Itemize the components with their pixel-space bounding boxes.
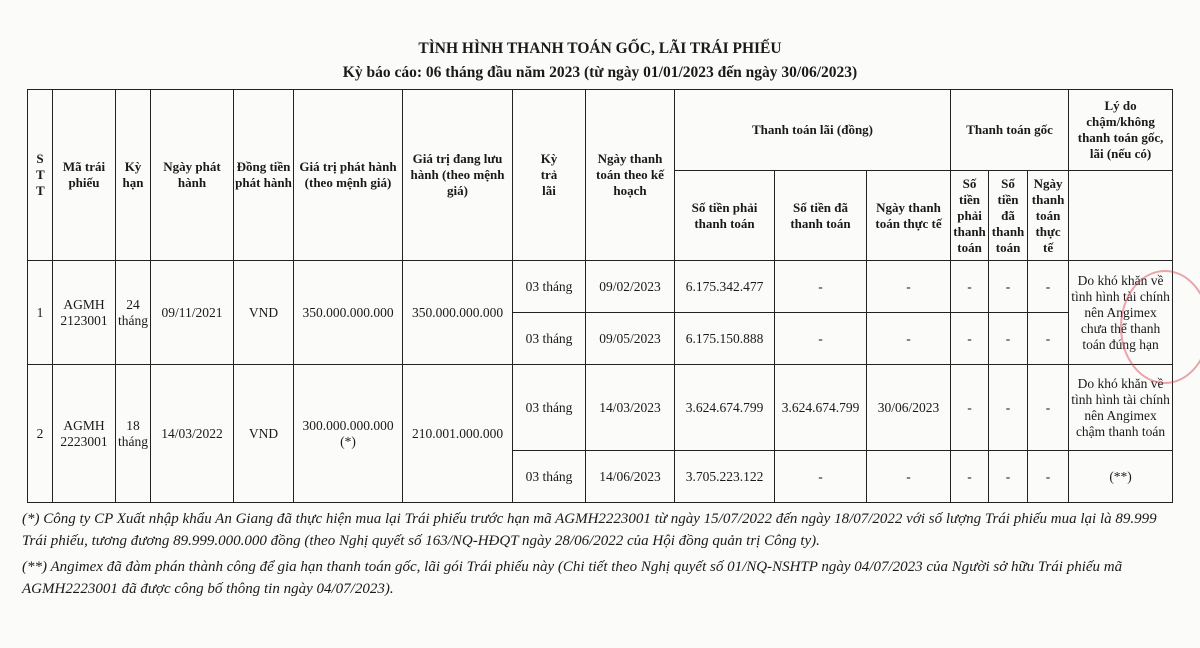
cell-interest-actual-date: - (867, 313, 951, 365)
header-term: Kỳ hạn (116, 90, 151, 261)
table-row (28, 365, 1173, 451)
cell-planned-date: 14/06/2023 (586, 451, 675, 503)
cell-interest-due: 6.175.150.888 (675, 313, 775, 365)
header-principal-paid: Số tiền đã thanh toán (989, 171, 1028, 261)
report-title: TÌNH HÌNH THANH TOÁN GỐC, LÃI TRÁI PHIẾU (418, 40, 782, 57)
cell-principal-due: - (951, 365, 989, 451)
cell-term: 18 tháng (116, 365, 151, 503)
cell-interest-due: 6.175.342.477 (675, 261, 775, 313)
cell-issue-date: 14/03/2022 (151, 365, 234, 503)
cell-principal-paid: - (989, 313, 1028, 365)
cell-interest-paid: 3.624.674.799 (775, 365, 867, 451)
cell-interest-due: 3.705.223.122 (675, 451, 775, 503)
header-interest-payment: Thanh toán lãi (đồng) (675, 90, 951, 171)
cell-outstanding-value: 210.001.000.000 (403, 365, 513, 503)
cell-principal-actual-date: - (1028, 313, 1069, 365)
table-row (28, 261, 1173, 313)
cell-interest-period: 03 tháng (513, 451, 586, 503)
cell-currency: VND (234, 261, 294, 365)
cell-interest-paid: - (775, 313, 867, 365)
cell-interest-paid: - (775, 451, 867, 503)
header-reason-blank (1069, 171, 1173, 261)
cell-interest-actual-date: - (867, 261, 951, 313)
header-principal-due: Số tiền phải thanh toán (951, 171, 989, 261)
cell-principal-paid: - (989, 261, 1028, 313)
cell-reason: Do khó khăn về tình hình tài chính nên Angimex chậm thanh toán (1069, 365, 1173, 451)
header-stt: STT (28, 90, 53, 261)
cell-currency: VND (234, 365, 294, 503)
cell-term: 24 tháng (116, 261, 151, 365)
cell-bond-code: AGMH 2223001 (53, 365, 116, 503)
cell-principal-actual-date: - (1028, 365, 1069, 451)
header-row (28, 90, 1173, 171)
cell-principal-actual-date: - (1028, 451, 1069, 503)
header-interest-paid: Số tiền đã thanh toán (775, 171, 867, 261)
header-principal-payment: Thanh toán gốc (951, 90, 1069, 171)
cell-interest-due: 3.624.674.799 (675, 365, 775, 451)
report-subtitle: Kỳ báo cáo: 06 tháng đầu năm 2023 (từ ngày 01/01/2023 đến ngày 30/06/2023) (342, 64, 858, 81)
cell-stt: 2 (28, 365, 53, 503)
cell-interest-actual-date: - (867, 451, 951, 503)
cell-bond-code: AGMH 2123001 (53, 261, 116, 365)
header-issue-date: Ngày phát hành (151, 90, 234, 261)
cell-principal-paid: - (989, 365, 1028, 451)
cell-reason: (**) (1069, 451, 1173, 503)
footnote-1: (*) Công ty CP Xuất nhập khẩu An Giang đã thực hiện mua lại Trái phiếu trước hạn mã AGMH2223001 từ ngày 15/07/2022 đến ngày 18/07/2022 với số lượng Trái phiếu mua lại là 89.999 Trái phiếu, tương đương 89.999.000.000 đồng (theo Nghị quyết số 163/NQ-HĐQT ngày 28/06/2022 của Hội đồng quản trị Công ty). (22, 511, 1157, 549)
cell-interest-period: 03 tháng (513, 313, 586, 365)
header-interest-actual-date: Ngày thanh toán thực tế (867, 171, 951, 261)
cell-principal-due: - (951, 313, 989, 365)
header-reason: Lý do chậm/không thanh toán gốc, lãi (nếu có) (1069, 90, 1173, 171)
footnotes (22, 508, 1182, 604)
cell-principal-due: - (951, 451, 989, 503)
header-planned-date: Ngày thanh toán theo kế hoạch (586, 90, 675, 261)
cell-outstanding-value: 350.000.000.000 (403, 261, 513, 365)
header-principal-actual-date: Ngày thanh toán thực tế (1028, 171, 1069, 261)
cell-stt: 1 (28, 261, 53, 365)
footnote-2: (**) Angimex đã đàm phán thành công để gia hạn thanh toán gốc, lãi gói Trái phiếu này (Chi tiết theo Nghị quyết số 01/NQ-NSHTP ngày 04/07/2023 của Người sở hữu Trái phiếu mã AGMH2223001 đã được công bố thông tin ngày 04/07/2023). (22, 559, 1123, 597)
company-stamp (1120, 270, 1200, 384)
bond-payment-table (27, 89, 1173, 503)
cell-interest-actual-date: 30/06/2023 (867, 365, 951, 451)
header-issue-value: Giá trị phát hành (theo mệnh giá) (294, 90, 403, 261)
header-currency: Đồng tiền phát hành (234, 90, 294, 261)
cell-principal-paid: - (989, 451, 1028, 503)
header-outstanding-value: Giá trị đang lưu hành (theo mệnh giá) (403, 90, 513, 261)
header-interest-due: Số tiền phải thanh toán (675, 171, 775, 261)
cell-planned-date: 09/05/2023 (586, 313, 675, 365)
cell-issue-value: 350.000.000.000 (294, 261, 403, 365)
cell-issue-value: 300.000.000.000 (*) (294, 365, 403, 503)
cell-reason: Do khó khăn về tình hình tài chính nên Angimex chưa thể thanh toán đúng hạn (1069, 261, 1173, 365)
cell-planned-date: 14/03/2023 (586, 365, 675, 451)
cell-interest-period: 03 tháng (513, 261, 586, 313)
header-interest-period: Kỳ trả lãi (513, 90, 586, 261)
cell-principal-actual-date: - (1028, 261, 1069, 313)
cell-principal-due: - (951, 261, 989, 313)
cell-interest-period: 03 tháng (513, 365, 586, 451)
header-bond-code: Mã trái phiếu (53, 90, 116, 261)
cell-planned-date: 09/02/2023 (586, 261, 675, 313)
cell-issue-date: 09/11/2021 (151, 261, 234, 365)
cell-interest-paid: - (775, 261, 867, 313)
